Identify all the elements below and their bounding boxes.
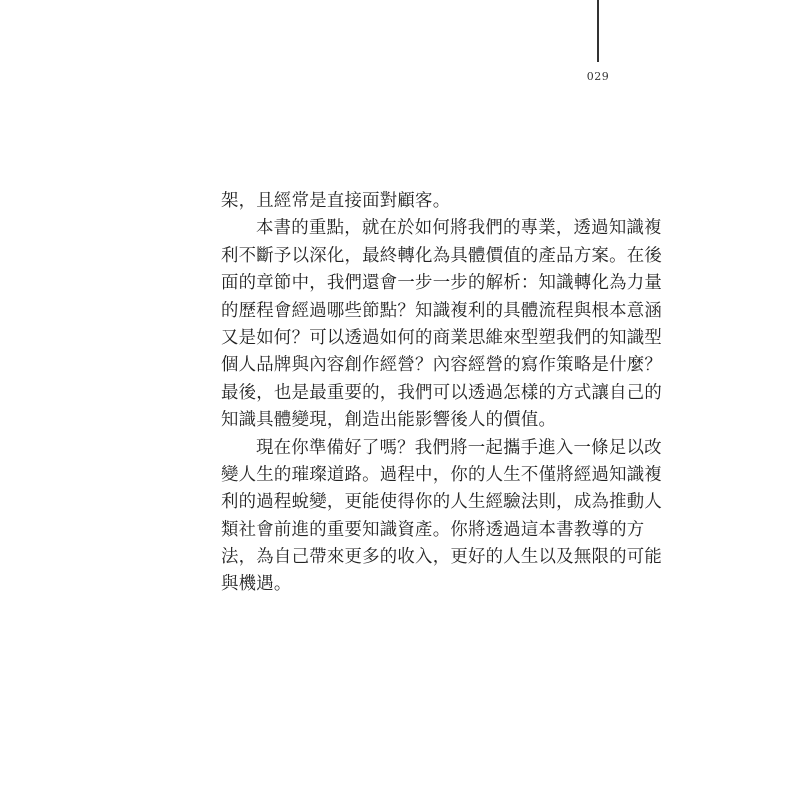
paragraph-3-line: 利的過程蛻變，更能使得你的人生經驗法則，成為推動人 (221, 492, 663, 513)
paragraph-3-line: 與機遇。 (221, 574, 292, 595)
paragraph-2-line: 面的章節中，我們還會一步一步的解析：知識轉化為力量 (221, 273, 663, 294)
paragraph-1-line: 架，且經常是直接面對顧客。 (221, 191, 451, 211)
paragraph-2-line: 知識具體變現，創造出能影響後人的價值。 (221, 410, 557, 431)
page-edge-rule (597, 0, 599, 62)
paragraph-2-line: 利不斷予以深化，最終轉化為具體價值的產品方案。在後 (221, 245, 663, 266)
paragraph-3-line: 法，為自己帶來更多的收入，更好的人生以及無限的可能 (221, 547, 663, 568)
paragraph-2-line: 最後，也是最重要的，我們可以透過怎樣的方式讓自己的 (221, 382, 663, 403)
body-text (221, 188, 663, 599)
paragraph-2-line: 個人品牌與內容創作經營？內容經營的寫作策略是什麼？ (221, 355, 663, 376)
paragraph-2-line: 的歷程會經過哪些節點？知識複利的具體流程與根本意涵 (221, 300, 663, 321)
paragraph-2-line: 本書的重點，就在於如何將我們的專業，透過知識複 (256, 218, 662, 239)
paragraph-2-line: 又是如何？可以透過如何的商業思維來型塑我們的知識型 (221, 327, 663, 348)
paragraph-3-line: 現在你準備好了嗎？我們將一起攜手進入一條足以改 (256, 437, 662, 458)
page-number: 029 (586, 70, 610, 83)
paragraph-3-line: 變人生的璀璨道路。過程中，你的人生不僅將經過知識複 (221, 464, 663, 485)
paragraph-3-line: 類社會前進的重要知識資產。你將透過這本書教導的方 (221, 519, 645, 540)
